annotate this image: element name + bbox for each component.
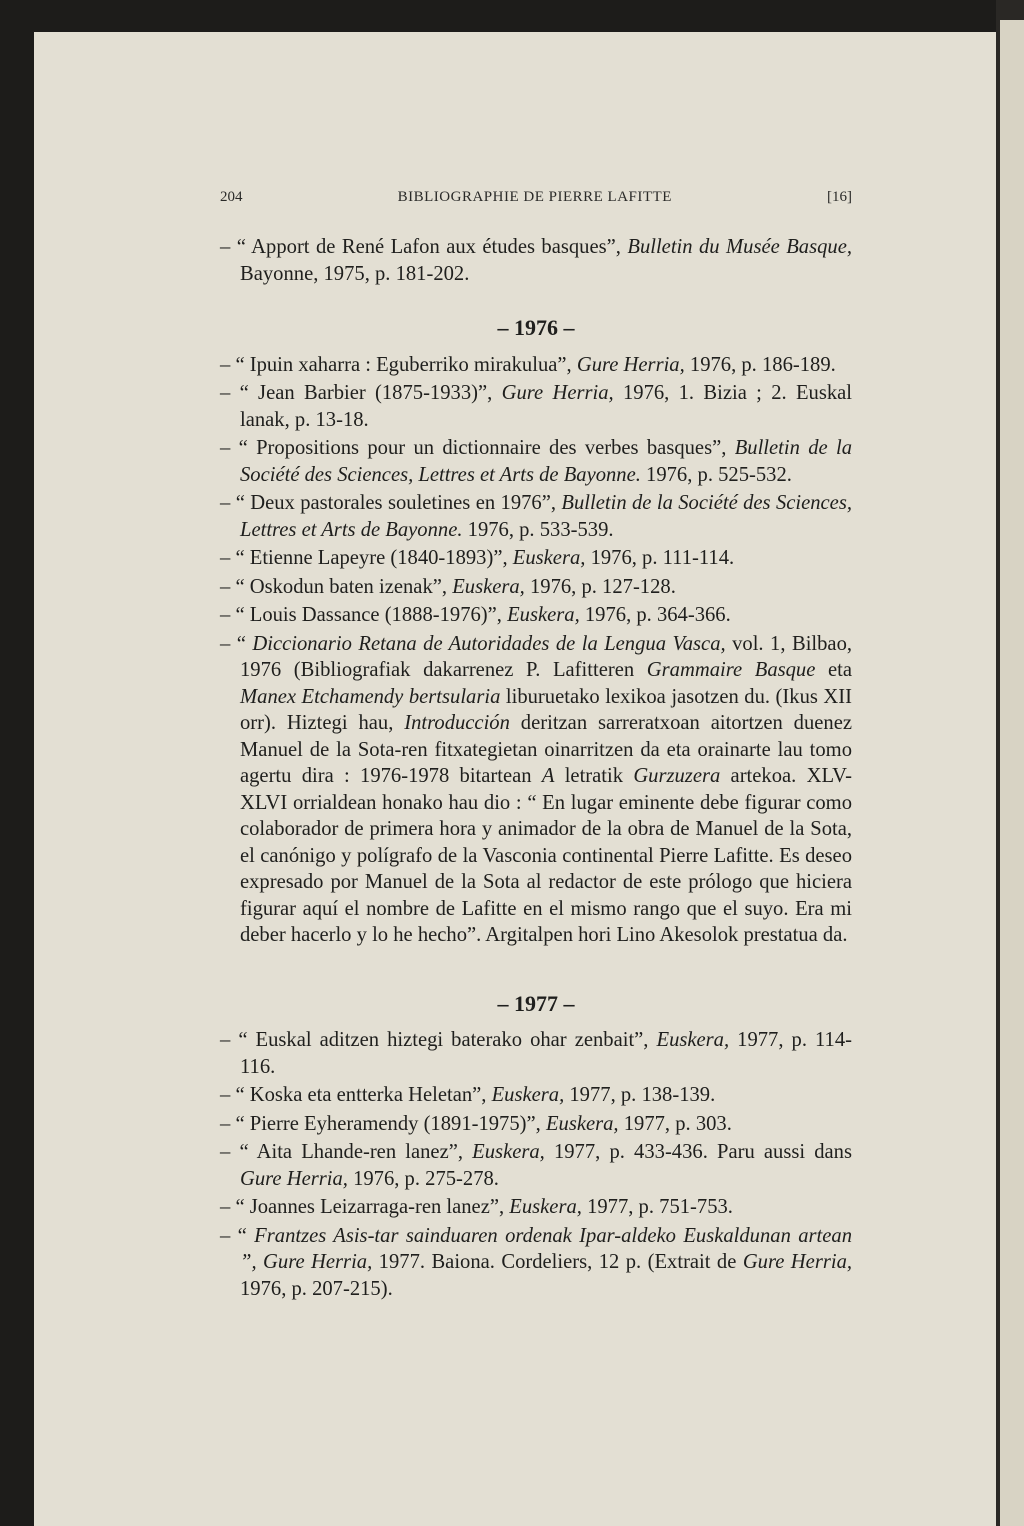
entry-text: – “ Jean Barbier (1875-1933)”, bbox=[220, 382, 502, 404]
entry-text: vol. 1, Bilbao, 1976 (Bibliografiak dakarrenez P. Lafitteren bbox=[240, 632, 853, 681]
entry-text: 1976, 1. Bizia ; 2. Euskal lanak, p. 13-18. bbox=[240, 382, 852, 431]
entry-text: 1976, p. 525-532. bbox=[640, 463, 792, 486]
italic-title: Euskera, bbox=[512, 547, 586, 569]
bibliography-entry bbox=[220, 602, 852, 629]
entry-text: 1977, p. 138-139. bbox=[564, 1084, 716, 1106]
bibliography-entry bbox=[220, 1223, 852, 1303]
italic-title: Euskera, bbox=[656, 1029, 730, 1051]
italic-title: Euskera, bbox=[491, 1084, 565, 1106]
entry-text: – “ bbox=[220, 632, 253, 655]
bibliography-entry bbox=[220, 490, 852, 543]
entry-text: 1977. Baiona. Cordeliers, 12 p. (Extrait de bbox=[372, 1251, 743, 1273]
bibliography-entry bbox=[220, 380, 852, 433]
entry-text: 1976, p. 364-366. bbox=[579, 604, 731, 626]
entry-text: – “ Louis Dassance (1888-1976)”, bbox=[220, 604, 508, 626]
entry-text: Bayonne, 1975, p. 181-202. bbox=[240, 262, 470, 285]
entry-text: – “ Euskal aditzen hiztegi baterako ohar zenbait”, bbox=[220, 1029, 657, 1051]
entry-text: deritzan sarreratxoan aitortzen duenez Manuel de la Sota-ren fitxategietan oinarritzen da eta orainarte lau tomo agertu dira : 1976-1978 bitartean bbox=[240, 712, 852, 787]
italic-title: Introducción bbox=[404, 712, 510, 734]
page-number: 204 bbox=[220, 189, 243, 205]
entry-text: – “ Propositions pour un dictionnaire des verbes basques”, bbox=[220, 437, 735, 459]
entry-text: – “ bbox=[220, 1224, 255, 1247]
section-number: [16] bbox=[827, 189, 852, 205]
year-heading: – 1976 – bbox=[497, 315, 575, 340]
entry-text: 1977, p. 433-436. Paru aussi dans bbox=[544, 1141, 852, 1163]
entry-text: letratik bbox=[554, 765, 634, 787]
entry-text: – “ Ipuin xaharra : Eguberriko mirakulua”, bbox=[220, 353, 577, 376]
bibliography-entry bbox=[220, 234, 852, 287]
entry-text: 1977, p. 751-753. bbox=[581, 1196, 733, 1218]
entry-text: 1976, p. 533-539. bbox=[462, 518, 614, 541]
italic-title: Diccionario Retana de Autoridades de la Lengua Vasca, bbox=[252, 632, 726, 655]
italic-title: Euskera, bbox=[507, 604, 580, 626]
bibliography-entry bbox=[220, 435, 852, 488]
entry-text: – “ Apport de René Lafon aux études basques”, bbox=[220, 236, 628, 258]
italic-title: Gure Herria, bbox=[742, 1251, 853, 1273]
bibliography-entry bbox=[220, 631, 852, 949]
italic-title: Frantzes Asis-tar sainduaren ordenak Ipar-aldeko Euskaldunan artean ”, bbox=[240, 1224, 852, 1273]
bibliography-entry bbox=[220, 1139, 852, 1192]
bibliography-entry bbox=[220, 1194, 852, 1221]
italic-title: Euskera, bbox=[472, 1141, 545, 1163]
bibliography-entry bbox=[220, 545, 852, 572]
italic-title: Euskera, bbox=[545, 1112, 619, 1135]
italic-title: Bulletin du Musée Basque, bbox=[627, 236, 852, 258]
entry-text: – “ Oskodun baten izenak”, bbox=[220, 575, 453, 598]
italic-title: Gurzuzera bbox=[633, 765, 721, 787]
bibliography-entry bbox=[220, 1111, 852, 1138]
year-heading: – 1977 – bbox=[497, 990, 575, 1016]
italic-title: Gure Herria, bbox=[576, 353, 685, 376]
entry-text: 1976, p. 127-128. bbox=[524, 575, 676, 598]
entry-text: – “ Deux pastorales souletines en 1976”, bbox=[220, 492, 562, 514]
entry-text: 1976, p. 111-114. bbox=[585, 547, 735, 569]
entry-text: – “ Pierre Eyheramendy (1891-1975)”, bbox=[220, 1112, 546, 1135]
italic-title: Gure Herria, bbox=[501, 382, 614, 404]
bibliography-body bbox=[220, 234, 852, 1304]
entry-text: 1976, p. 275-278. bbox=[347, 1167, 499, 1190]
italic-title: Bulletin de la Société des Sciences, Lettres et Arts de Bayonne. bbox=[240, 437, 852, 486]
entry-text: – “ Etienne Lapeyre (1840-1893)”, bbox=[220, 547, 513, 569]
italic-title: Bulletin de la Société des Sciences, Lettres et Arts de Bayonne. bbox=[240, 492, 852, 541]
entry-text: 1976, p. 186-189. bbox=[684, 353, 836, 376]
next-page-edge bbox=[1000, 20, 1024, 1526]
italic-title: A bbox=[541, 765, 555, 787]
italic-title: Gure Herria, bbox=[263, 1251, 373, 1273]
entry-text: – “ Aita Lhande-ren lanez”, bbox=[220, 1141, 473, 1163]
bibliography-entry bbox=[220, 1082, 852, 1109]
entry-text: artekoa. XLV-XLVI orrialdean honako hau dio : “ En lugar eminente debe figurar como colaborador de primera hora y animador de la obra de Manuel de la Sota, el canónigo y polígrafo de la Vasconia continental Pierre Lafitte. Es deseo expresado por Manuel de la Sota al redactor de este prólogo que hiciera figurar aquí el nombre de Lafitte en el mismo rango que el suyo. Era mi deber hacerlo y lo he hecho”. Argitalpen hori Lino Akesolok prestatua da. bbox=[240, 765, 852, 946]
italic-title: Euskera, bbox=[452, 575, 525, 598]
running-header bbox=[220, 189, 852, 206]
entry-text: liburuetako lexikoa jasotzen du. (Ikus XII orr). Hiztegi hau, bbox=[240, 685, 852, 734]
bibliography-entry bbox=[220, 574, 852, 601]
italic-title: Gure Herria, bbox=[240, 1167, 348, 1190]
entry-text: eta bbox=[815, 659, 852, 681]
entry-text: – “ Joannes Leizarraga-ren lanez”, bbox=[220, 1196, 510, 1218]
italic-title: Manex Etchamendy bertsularia bbox=[240, 685, 501, 708]
entry-text: 1977, p. 303. bbox=[618, 1112, 732, 1135]
italic-title: Grammaire Basque bbox=[646, 659, 816, 681]
entry-text: 1977, p. 114-116. bbox=[240, 1029, 852, 1078]
entry-text: – “ Koska eta entterka Heletan”, bbox=[220, 1084, 492, 1106]
italic-title: Euskera, bbox=[509, 1196, 582, 1218]
bibliography-entry bbox=[220, 1027, 852, 1080]
bibliography-entry bbox=[220, 352, 852, 379]
running-title: BIBLIOGRAPHIE DE PIERRE LAFITTE bbox=[397, 189, 672, 205]
entry-text: 1976, p. 207-215). bbox=[240, 1277, 393, 1300]
